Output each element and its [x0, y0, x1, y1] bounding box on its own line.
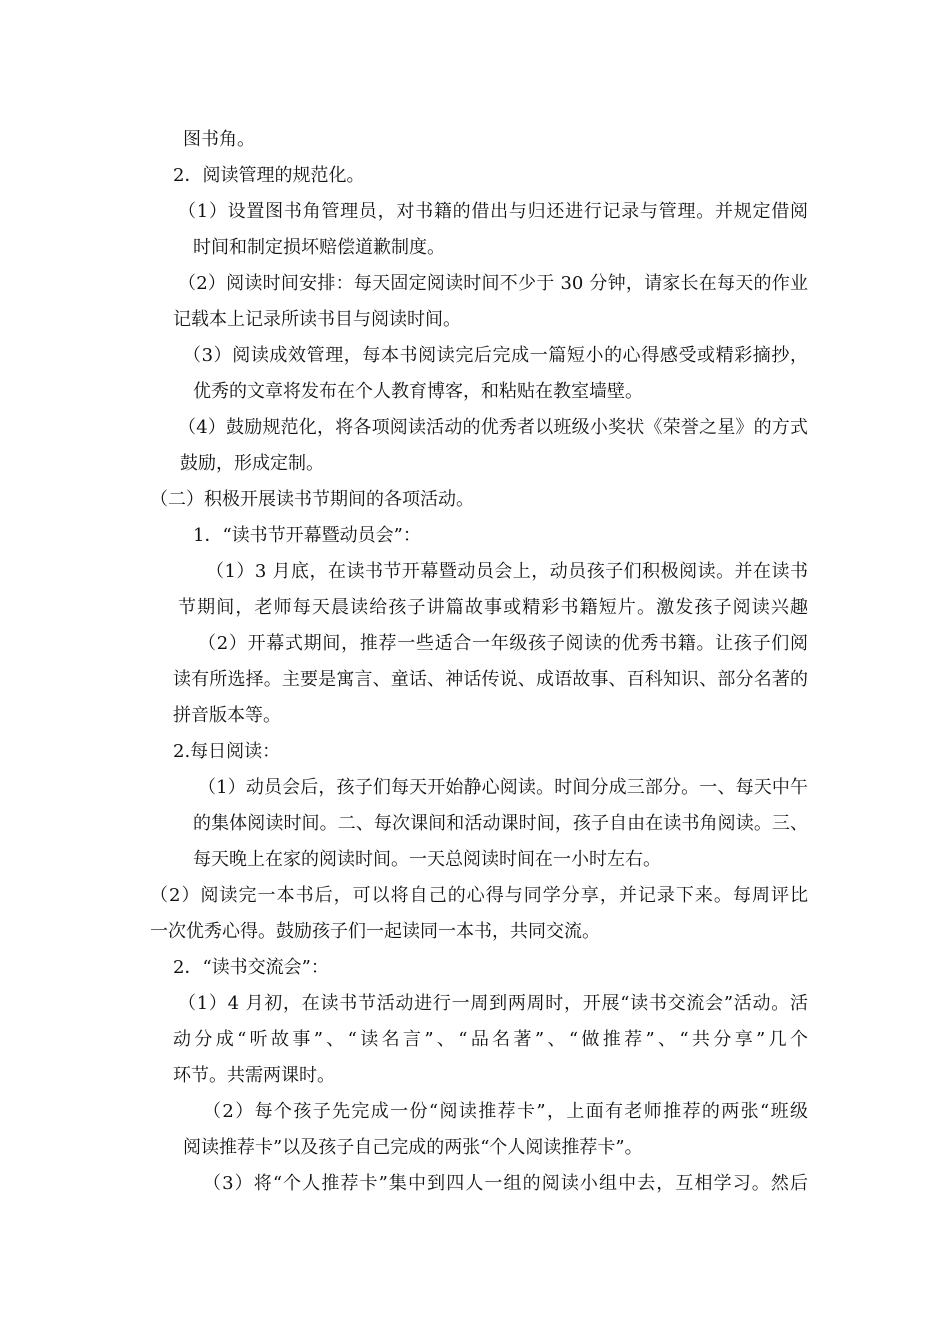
- text-line: （3）阅读成效管理，每本书阅读完后完成一篇短小的心得感受或精彩摘抄，: [183, 345, 808, 366]
- text-line: 的集体阅读时间。二、每次课间和活动课时间，孩子自由在读书角阅读。三、: [193, 813, 808, 834]
- section-heading: （二）积极开展读书节期间的各项活动。: [150, 489, 474, 510]
- text-line: （1）4 月初，在读书节活动进行一周到两周时，开展“读书交流会”活动。活: [178, 993, 808, 1014]
- text-line: 阅读推荐卡”以及孩子自己完成的两张“个人阅读推荐卡”。: [183, 1137, 643, 1158]
- text-line: 动分成“听故事”、“读名言”、“品名著”、“做推荐”、“共分享”几个: [173, 1029, 808, 1050]
- text-line: （1）设置图书角管理员，对书籍的借出与归还进行记录与管理。并规定借阅: [178, 201, 808, 222]
- section-heading: 2．“读书交流会”：: [173, 957, 329, 978]
- text-line: 优秀的文章将发布在个人教育博客，和粘贴在教室墙壁。: [193, 381, 643, 402]
- text-line: （2）开幕式期间，推荐一些适合一年级孩子阅读的优秀书籍。让孩子们阅: [198, 633, 808, 654]
- text-line: 环节。共需两课时。: [173, 1065, 335, 1086]
- text-line: 鼓励，形成定制。: [180, 453, 324, 474]
- text-line: （2）阅读完一本书后，可以将自己的心得与同学分享，并记录下来。每周评比: [150, 885, 808, 906]
- text-line: （1）动员会后，孩子们每天开始静心阅读。时间分成三部分。一、每天中午: [198, 777, 808, 798]
- text-line: 拼音版本等。: [173, 705, 281, 726]
- text-line: （4）鼓励规范化，将各项阅读活动的优秀者以班级小奖状《荣誉之星》的方式: [178, 417, 808, 438]
- text-line: 时间和制定损坏赔偿道歉制度。: [193, 237, 445, 258]
- section-heading: 1．“读书节开幕暨动员会”：: [193, 525, 421, 546]
- text-line: 一次优秀心得。鼓励孩子们一起读同一本书，共同交流。: [150, 921, 600, 942]
- text-line: 图书角。: [183, 129, 255, 150]
- section-heading: 2．阅读管理的规范化。: [173, 165, 365, 186]
- text-line: 记载本上记录所读书目与阅读时间。: [173, 309, 461, 330]
- text-line: 节期间，老师每天晨读给孩子讲篇故事或精彩书籍短片。激发孩子阅读兴趣: [178, 597, 808, 618]
- text-line: （2）阅读时间安排：每天固定阅读时间不少于 30 分钟，请家长在每天的作业: [178, 273, 808, 294]
- text-line: （3）将“个人推荐卡”集中到四人一组的阅读小组中去，互相学习。然后: [203, 1173, 808, 1194]
- text-line: （1）3 月底，在读书节开幕暨动员会上，动员孩子们积极阅读。并在读书: [206, 561, 808, 582]
- text-line: （2）每个孩子先完成一份“阅读推荐卡”，上面有老师推荐的两张“班级: [203, 1101, 808, 1122]
- text-line: 读有所选择。主要是寓言、童话、神话传说、成语故事、百科知识、部分名著的: [173, 669, 808, 690]
- section-heading: 2.每日阅读：: [173, 741, 281, 762]
- text-line: 每天晚上在家的阅读时间。一天总阅读时间在一小时左右。: [193, 849, 661, 870]
